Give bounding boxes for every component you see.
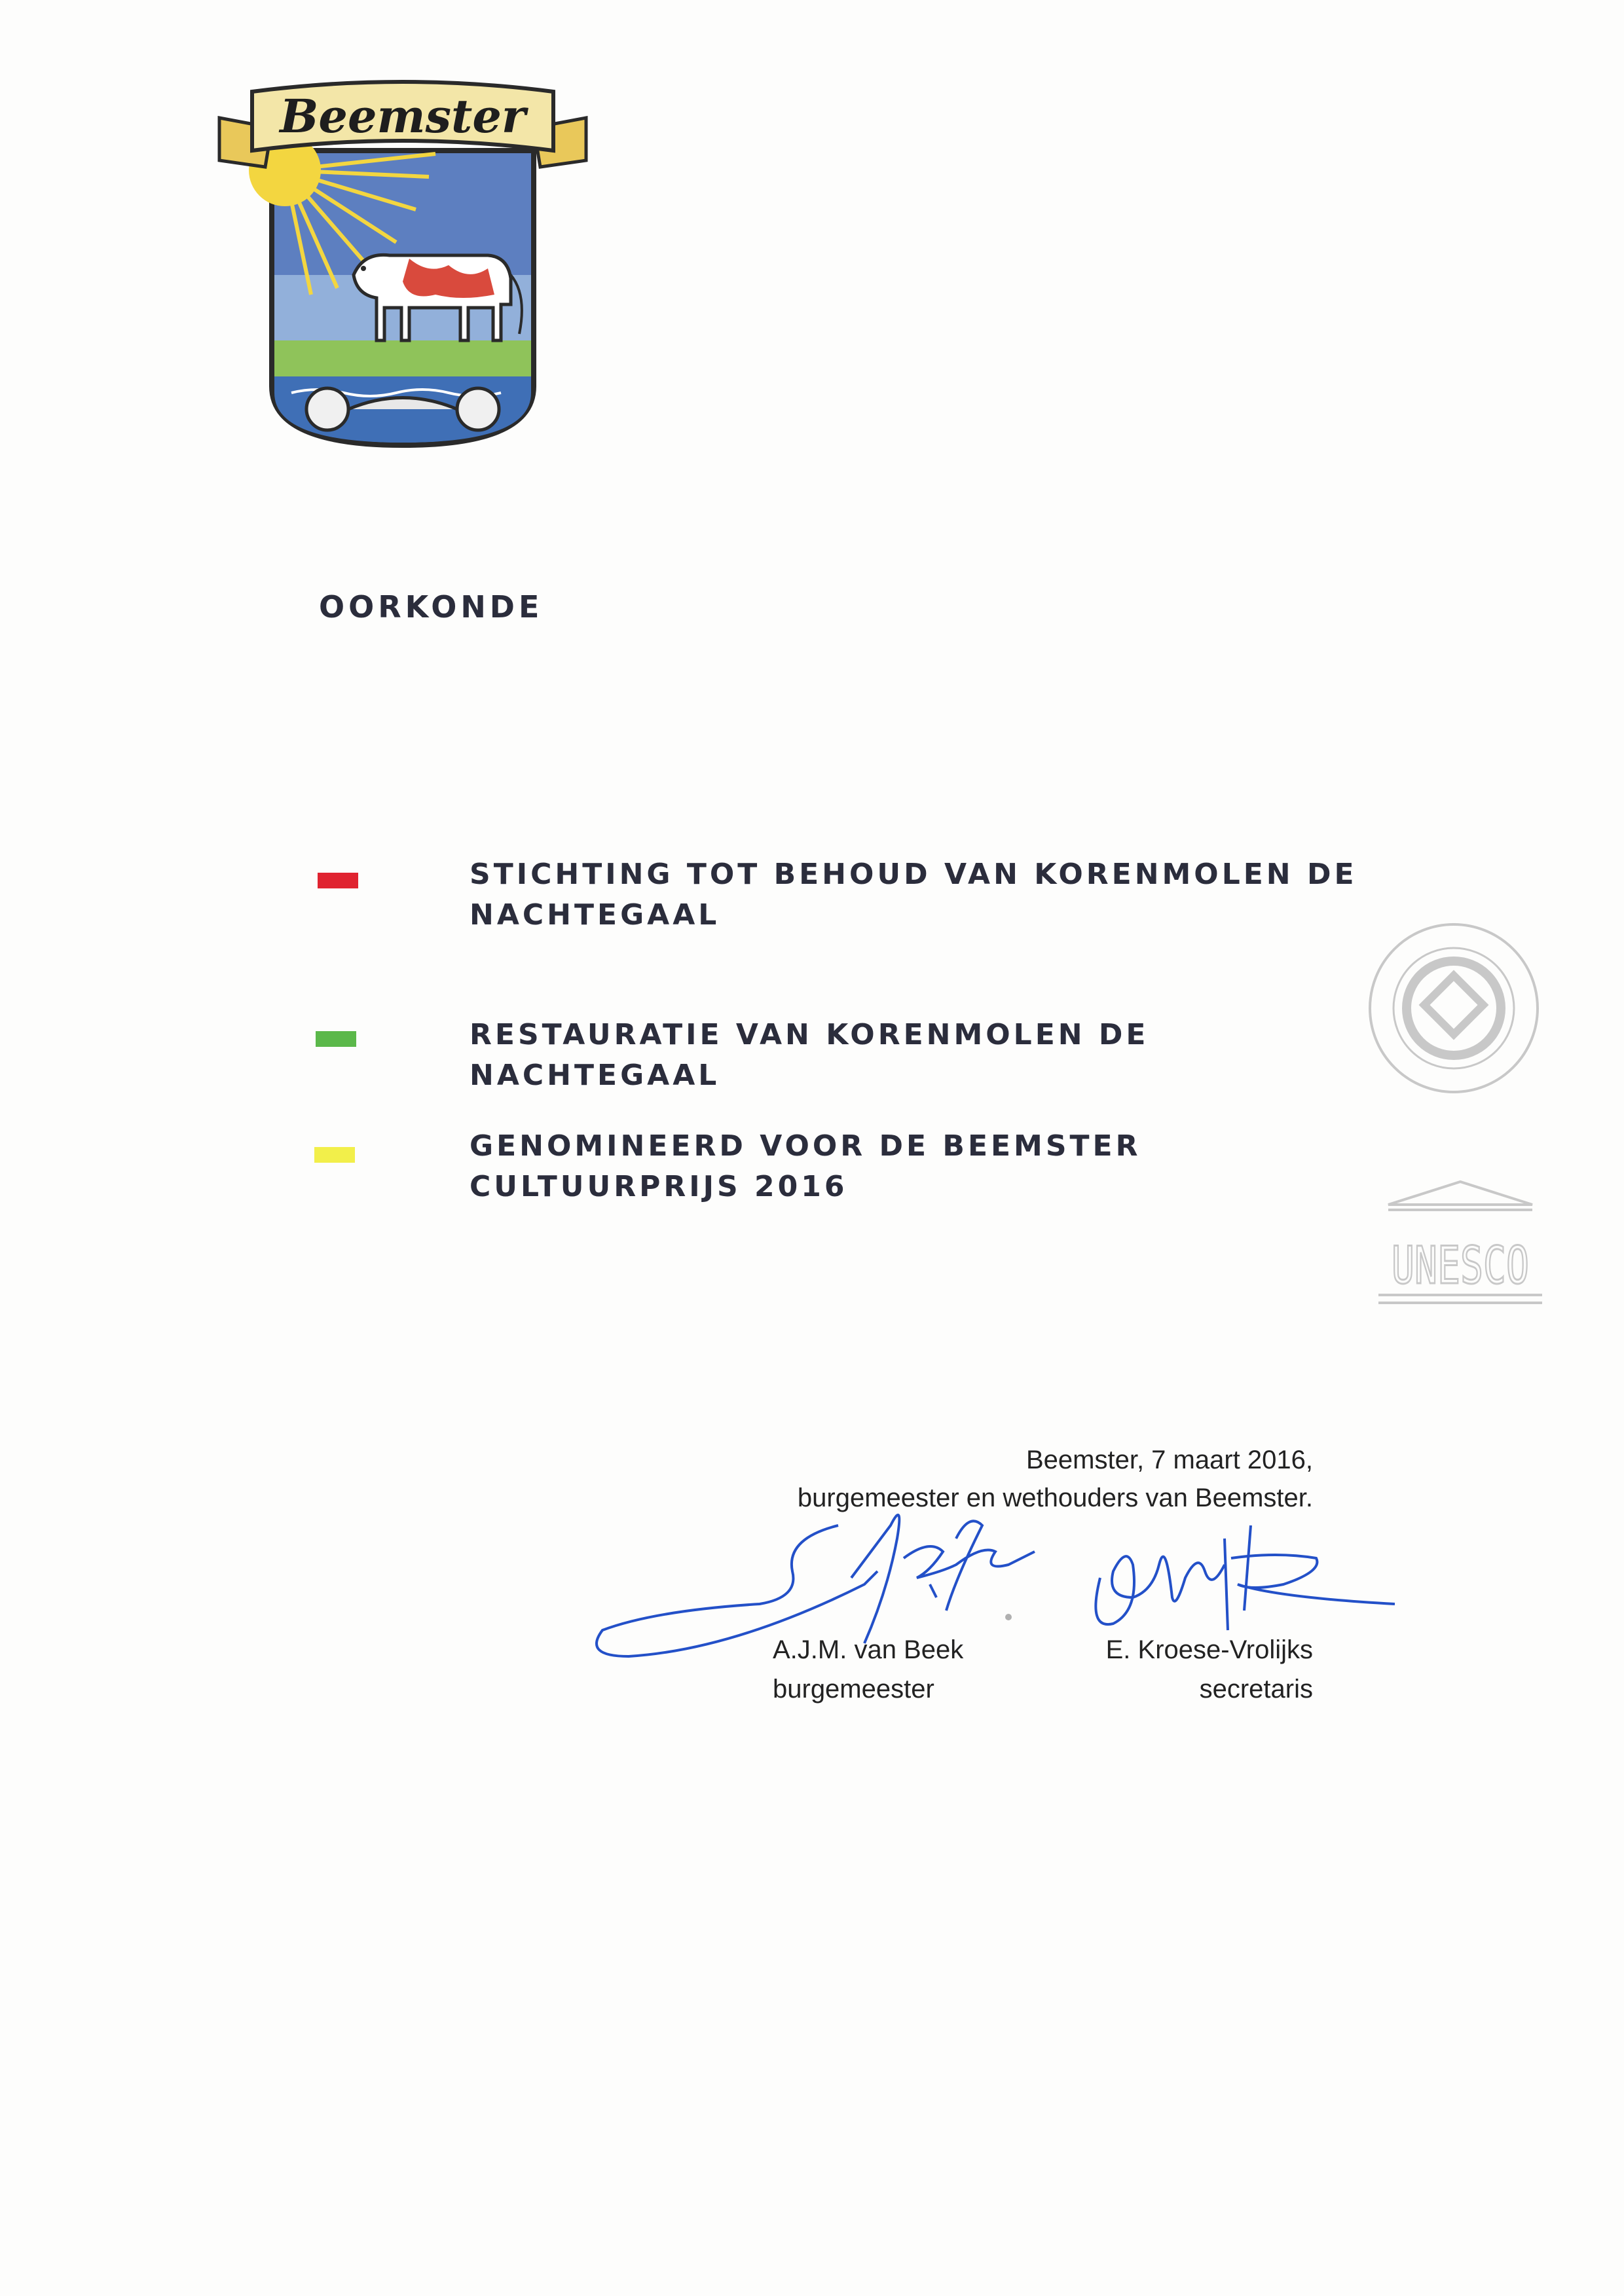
world-heritage-emblem-icon [1362, 917, 1545, 1100]
item-1-text: STICHTING TOT BEHOUD VAN KORENMOLEN DE NACHTEGAAL [470, 858, 1357, 932]
signature-kroese-vrolijks [1096, 1525, 1395, 1630]
authority-line: burgemeester en wethouders van Beemster. [797, 1484, 1313, 1512]
item-3-text: GENOMINEERD VOOR DE BEEMSTER CULTUURPRIJS 2016 [470, 1129, 1141, 1203]
place-date: Beemster, 7 maart 2016, [1025, 1446, 1313, 1474]
right-signer-role: secretaris [1199, 1675, 1313, 1704]
document-heading: OORKONDE [319, 589, 544, 625]
item-3-color-bar [314, 1147, 355, 1163]
item-2-color-bar [316, 1031, 356, 1047]
left-signer-name: A.J.M. van Beek [773, 1635, 964, 1664]
item-1-color-bar [318, 873, 358, 888]
crest-banner-text: Beemster [280, 89, 526, 143]
unesco-text: UNESCO [1392, 1237, 1529, 1296]
unesco-emblem-icon [1375, 1178, 1545, 1309]
left-signer-role: burgemeester [773, 1675, 934, 1704]
beemster-crest-logo [213, 79, 593, 458]
right-signer-name: E. Kroese-Vrolijks [1105, 1635, 1313, 1664]
item-2-text: RESTAURATIE VAN KORENMOLEN DE NACHTEGAAL [470, 1018, 1149, 1092]
